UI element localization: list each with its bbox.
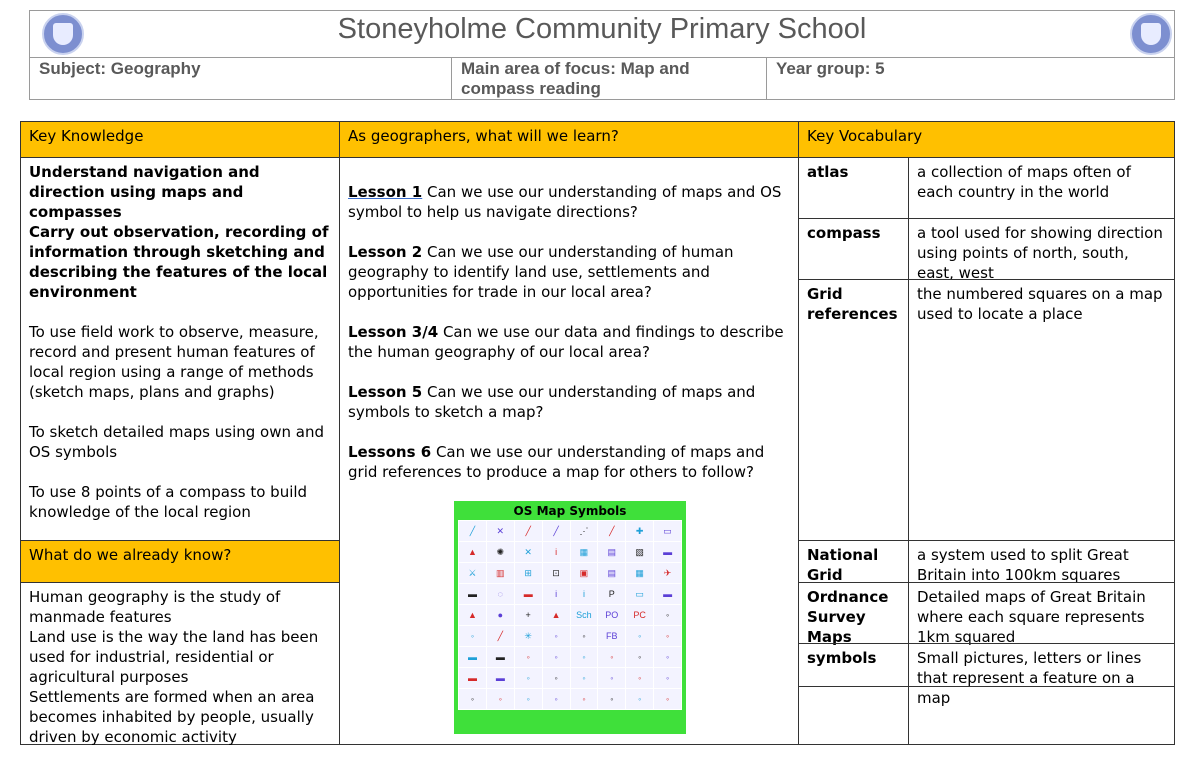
subject-label: Subject: Geography — [30, 58, 452, 99]
vocab-def: Small pictures, letters or lines that represent a feature on a map — [908, 643, 1175, 687]
already-know-heading: What do we already know? — [20, 540, 340, 583]
vocab-empty-cell — [798, 686, 909, 745]
lesson-1: Lesson 1 Can we use our understanding of maps and OS symbol to help us navigate directions? — [348, 183, 782, 221]
year-label: Year group: 5 — [776, 59, 885, 78]
vocab-term: National Grid — [798, 540, 909, 583]
info-row — [29, 57, 1175, 100]
knowledge-item: To sketch detailed maps using own and OS symbols — [29, 423, 324, 461]
vocab-empty-cell — [908, 686, 1175, 745]
knowledge-item: To use 8 points of a compass to build knowledge of the local region — [29, 483, 308, 521]
learn-heading: As geographers, what will we learn? — [339, 121, 799, 158]
vocab-def: a system used to split Great Britain into 100km squares — [908, 540, 1175, 583]
os-symbol-grid: ╱ ✕ ╱ ╱ ⋰ ╱ ✚ ▭ ▲ ✺ ✕ i ▦ ▤ ▧ ▬ ⚔ ▥ ⊞ ⊡ ▣ ▤ ▦ ✈ ▬ ◌ ▬ i i P ▭ ▬ ▲ ● + ▲ Sch PO PC ◦ ◦ ╱ ✳ ◦ ◦ FB ◦ ◦ ▬ ▬ ◦ ◦ ◦ ◦ ◦ ◦ ▬ ▬ ◦ ◦ ◦ ◦ ◦ ◦ ◦ ◦ ◦ ◦ ◦ ◦ ◦ ◦ — [458, 520, 682, 710]
vocab-def: a tool used for showing direction using points of north, south, east, west — [908, 218, 1175, 280]
vocab-term: atlas — [798, 157, 909, 219]
page-title-box — [29, 10, 1175, 58]
vocab-def: a collection of maps often of each country in the world — [908, 157, 1175, 219]
vocab-def: the numbered squares on a map used to locate a place — [908, 279, 1175, 541]
os-map-title: OS Map Symbols — [513, 504, 627, 518]
vocab-def: Detailed maps of Great Britain where each square represents 1km squared — [908, 582, 1175, 644]
knowledge-item: To use field work to observe, measure, record and present human features of local region using a range of methods (sketch maps, plans and graphs) — [29, 323, 319, 401]
knowledge-bold-2: Carry out observation, recording of information through sketching and describing the features of the local environment — [29, 223, 329, 301]
lesson-3-4: Lesson 3/4 Can we use our data and findings to describe the human geography of our local area? — [348, 323, 784, 361]
vocab-heading: Key Vocabulary — [798, 121, 1175, 158]
vocab-term: symbols — [798, 643, 909, 687]
already-know-line: Land use is the way the land has been used for industrial, residential or agricultural purposes — [29, 628, 319, 686]
school-crest-icon-right — [1130, 13, 1172, 55]
already-know-line: Settlements are formed when an area becomes inhabited by people, usually driven by economic activity — [29, 688, 315, 746]
already-know-line: Human geography is the study of manmade features — [29, 588, 281, 626]
vocab-term: compass — [798, 218, 909, 280]
page-title: Stoneyholme Community Primary School — [337, 13, 867, 45]
focus-label: Main area of focus: Map and compass reading — [452, 58, 767, 99]
lesson-2: Lesson 2 Can we use our understanding of human geography to identify land use, settlements and opportunities for trade in our local area? — [348, 243, 734, 301]
school-crest-icon-left — [42, 13, 84, 55]
vocab-term: Ordnance Survey Maps — [798, 582, 909, 644]
key-knowledge-heading: Key Knowledge — [20, 121, 340, 158]
already-know-panel — [20, 582, 340, 745]
lesson-6: Lessons 6 Can we use our understanding of maps and grid references to produce a map for others to follow? — [348, 443, 765, 481]
lesson-5: Lesson 5 Can we use our understanding of maps and symbols to sketch a map? — [348, 383, 756, 421]
os-map-symbols-image — [454, 501, 686, 734]
knowledge-bold-1: Understand navigation and direction using maps and compasses — [29, 163, 260, 221]
key-knowledge-panel — [20, 157, 340, 541]
vocab-term: Grid references — [798, 279, 909, 541]
